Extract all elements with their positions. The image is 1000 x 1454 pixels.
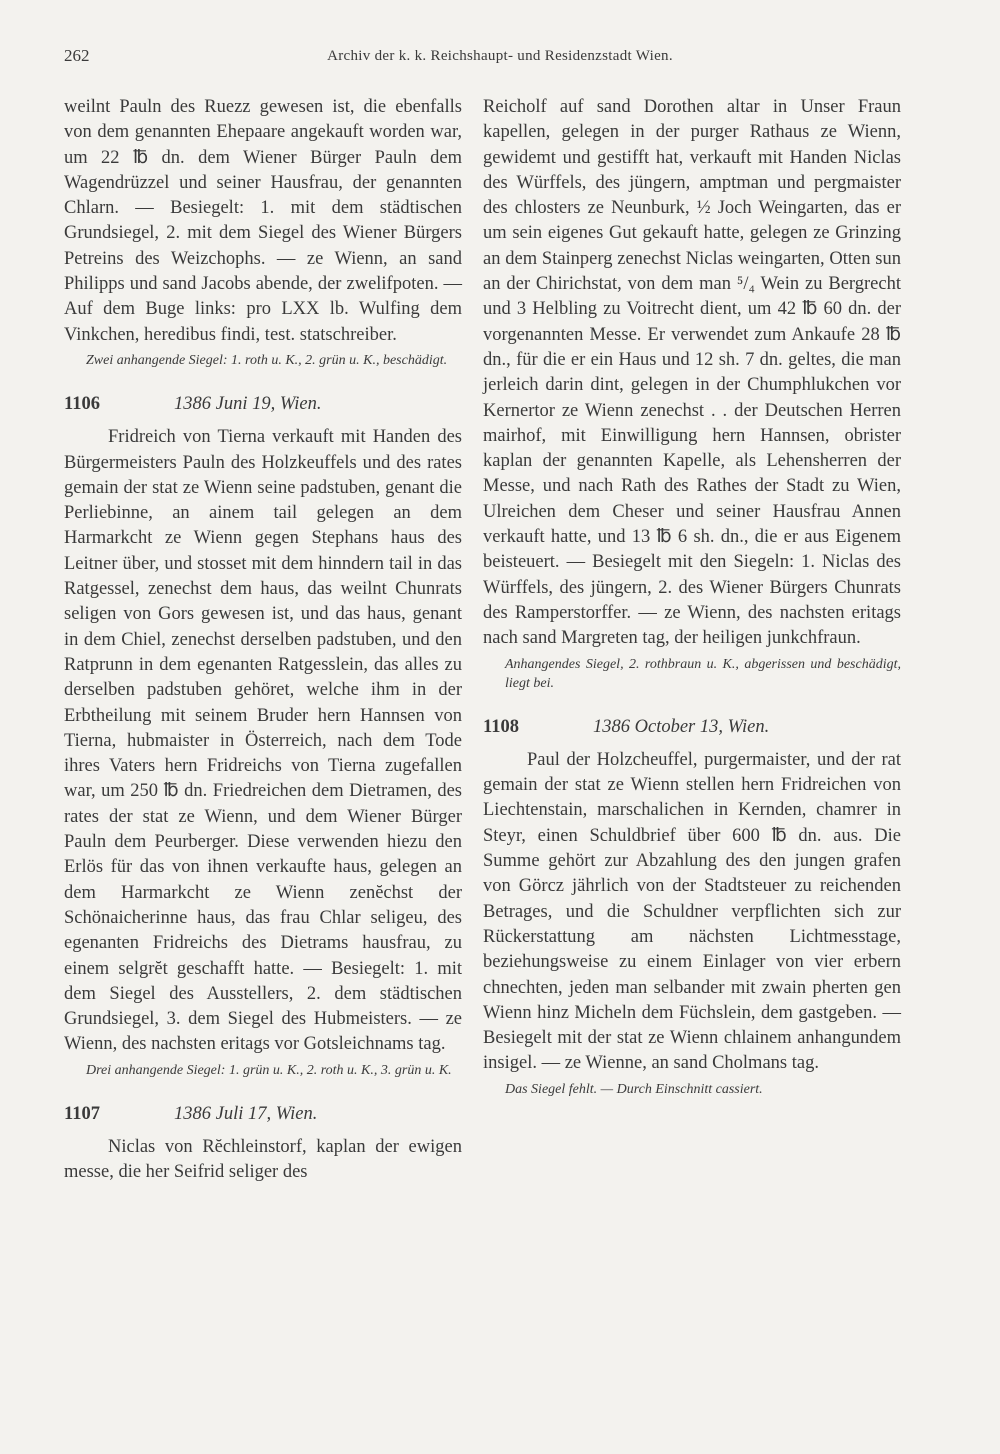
entry-text-1107: Niclas von Rĕchleinstorf, kaplan der ewigen messe, die her Seifrid seliger des xyxy=(64,1136,462,1183)
left-column xyxy=(64,95,462,1186)
entry-text-1108: Paul der Holzcheuffel, purgermaister, und der rat gemain der stat ze Wienn stellen hern Fridreichen von Liechtenstain, marschalichen in Kernden, chamrer in Steyr, einen Schuldbrief über 600 ℔ dn. aus. Die Summe gehört zur Abzahlung des den jungen grafen von Görcz jährlich von der Stadtsteuer zu reichenden Betrages, und die Schuldner verpflichten sich zur Rückerstattung am nächsten Lichtmesstage, beziehungsweise zu einem Einlager von vier erbern chnechten, jeden man selbander mit zwain pherten gen Wienn hinz Micheln dem Füchslein, dem gastgeben. — Besiegelt mit der stat ze Wienn chlainem anhangundem insigel. — ze Wienne, an sand Cholmans tag. xyxy=(483,749,901,1074)
seal-note: Zwei anhangende Siegel: 1. roth u. K., 2. grün u. K., beschädigt. xyxy=(86,352,448,368)
continued-entry-text: weilnt Pauln des Ruezz gewesen ist, die ebenfalls von dem genannten Ehepaare angekauft worden war, um 22 ℔ dn. dem Wiener Bürger Pauln dem Wagendrüzzel und seiner Hausfrau, der genannten Chlarn. — Besiegelt: 1. mit dem städtischen Grundsiegel, 2. mit dem Siegel des Wiener Bürgers Petreins des Weizchophs. — ze Wienn, an sand Philipps und sand Jacobs abende, der zwelifpoten. — Auf dem Buge links: pro LXX lb. Wulfing dem Vinkchen, heredibus findi, test. statschreiber. xyxy=(64,97,462,345)
entry-date: 1386 Juni 19, Wien. xyxy=(174,393,322,414)
seal-note-1108: Das Siegel fehlt. — Durch Einschnitt cassiert. xyxy=(505,1081,763,1097)
entry-heading-1108 xyxy=(483,715,901,740)
entry-number: 1106 xyxy=(64,393,100,414)
seal-note-1106: Drei anhangende Siegel: 1. grün u. K., 2. roth u. K., 3. grün u. K. xyxy=(86,1062,452,1078)
entry-date: 1386 October 13, Wien. xyxy=(593,716,770,737)
entry-heading-1107 xyxy=(64,1102,462,1127)
continued-entry-text: Reicholf auf sand Dorothen altar in Unser Fraun kapellen, gelegen in der purger Rathaus ze Wienn, gewidemt und gestifft hat, verkauft mit Handen Niclas des Würffels, des jüngern, amptman und pergmaister des chlosters ze Neunburk, ½ Joch Weingarten, das er um sein eigenes Gut gekauft hatte, gelegen ze Grinzing an dem Stainperg zenechst Niclas weingarten, Otten sun an der Chirichstat, von dem man ⁵/₄ Wein zu Bergrecht und 3 Helbling zu Voitrecht dient, um 42 ℔ 60 dn. der vorgenannten Messe. Er verwendet zum Ankaufe 28 ℔ dn., für die er ein Haus und 12 sh. 7 dn. geltes, die man jerleich darin dint, gelegen in der Chumphlukchen vor Kernertor ze Wienn zenechst . . der Deutschen Herren mairhof, mit Einwilligung hern Hannsen, obrister kaplan der genannten Kapelle, als Lehensherren der Messe, und nach Rath des Rathes der Stadt zu Wien, Ulreichen dem Cheser und seiner Hausfrau Annen verkauft hatte, und 13 ℔ 6 sh. dn., die er aus Eigenem beisteuert. — Besiegelt mit den Siegeln: 1. Niclas des Würffels, des jüngern, 2. des Wiener Bürgers Chunrats des Ramperstorffer. — ze Wienn, des nachsten eritags nach sand Margreten tag, der heiligen junkchfraun. xyxy=(483,97,901,649)
right-column xyxy=(483,95,901,1099)
page-number: 262 xyxy=(64,46,90,65)
running-title: Archiv der k. k. Reichshaupt- und Residenzstadt Wien. xyxy=(327,48,673,64)
entry-text-1106: Fridreich von Tierna verkauft mit Handen des Bürgermeisters Pauln des Holzkeuffels und des rates gemain der stat ze Wienn seine padstuben, genant die Perliebinne, an ainem tail gelegen an dem Harmarkcht ze Wienn gegen Stephans haus des Leitner über, und stosset mit dem hinndern tail in das Ratgessel, zenechst dem haus, das weilnt Chunrats seligen von Gors gewesen ist, und das haus, genant in dem Chiel, zenechst derselben padstuben, und den Ratprunn in dem egenanten Ratgesslein, das alles zu derselben padstuben gehöret, welche ihm in der Erbtheilung mit seinem Bruder hern Hannsen von Tierna, hubmaister in Österreich, nach dem Tode ihres Vaters hern Fridreichs von Tierna zugefallen war, um 250 ℔ dn. Friedreichen dem Dietramen, des rates der stat ze Wienn, und dem Wiener Bürger Pauln dem Peurberger. Diese verwenden hiezu den Erlös für das von ihnen verkaufte haus, gelegen an dem Harmarkcht ze Wienn zenĕchst der Schönaicherinne haus, das frau Chlar seligeu, des egenanten Fridreichs des Dietrams hausfrau, zu einem selgrĕt geschafft hatte. — Besiegelt: 1. mit dem Siegel des Ausstellers, 2. dem städtischen Grundsiegel, 3. dem Siegel des Hubmeisters. — ze Wienn, des nachsten eritags vor Gotsleichnams tag. xyxy=(64,427,462,1055)
entry-heading-1106 xyxy=(64,392,462,417)
entry-number: 1108 xyxy=(483,716,519,737)
entry-number: 1107 xyxy=(64,1103,100,1124)
seal-note: Anhangendes Siegel, 2. rothbraun u. K., abgerissen und beschädigt, liegt bei. xyxy=(505,656,901,691)
entry-date: 1386 Juli 17, Wien. xyxy=(174,1103,318,1124)
page-header xyxy=(0,46,1000,76)
